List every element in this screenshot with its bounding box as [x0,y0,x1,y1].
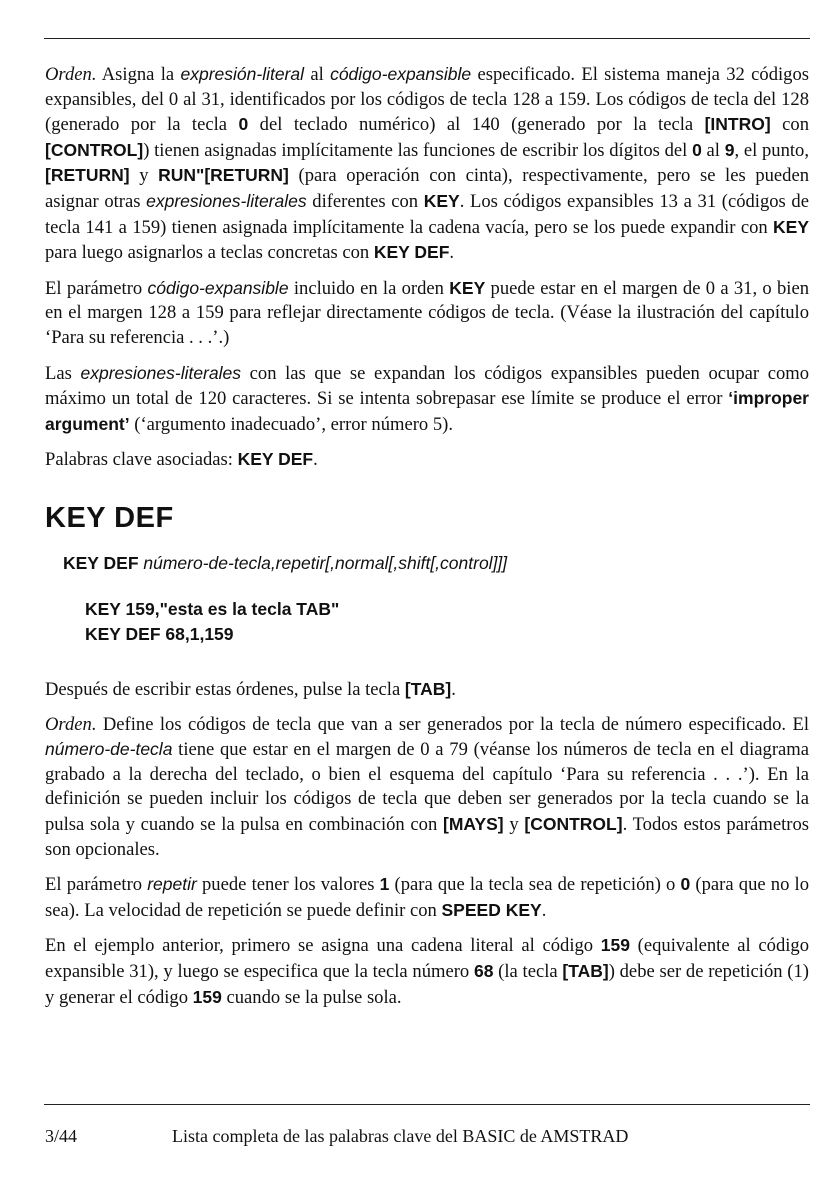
text-run: cuando se la pulse sola. [221,986,402,1008]
text-run: En el ejemplo anterior, primero se asigna una cadena literal al código [45,935,601,957]
param-expresiones-literales: expresiones-literales [80,362,241,383]
paragraph-key-def-orden [45,713,809,863]
text-run: y [503,814,525,836]
text-run: Define los códigos de tecla que van a ser generados por la tecla de número especificado. El [96,713,809,735]
paragraph-ejemplo-anterior [45,933,809,1010]
paragraph-palabras-clave [45,447,809,473]
text-run: (para que la tecla sea de repetición) o [389,874,681,896]
footer-title: Lista completa de las palabras clave del BASIC de AMSTRAD [172,1126,629,1146]
code-line: KEY 159,"esta es la tecla TAB" [85,599,340,620]
text-run: Después de escribir estas órdenes, pulse la tecla [45,679,405,701]
text-run: Palabras clave asociadas: [45,449,238,471]
text-run: . [451,679,456,701]
text-run: puede tener los valores [196,874,380,896]
paragraph-repetir [45,872,809,923]
text-run: puede estar en el margen de 0 a 31, o bien en el margen 128 a 159 para reflejar directamente códigos de tecla. (Véase la ilustración del capítulo ‘Para su referencia . . .’.) [45,277,810,348]
text-run: Las [45,362,81,384]
text-run: con las que se expandan los códigos expansibles pueden ocupar como máximo un total de 120 caracteres. Si se intenta sobrepasar ese límite se produce el error [45,362,810,410]
text-run: incluido en la orden [288,277,450,299]
text-run: al [701,139,725,161]
orden-label: Orden. [45,64,97,85]
text-run: El parámetro [45,874,148,896]
value-1: 1 [379,874,390,895]
key-control: [CONTROL] [524,814,623,835]
param-codigo-expansible: código-expansible [147,277,289,298]
keyword-speed-key: SPEED KEY [441,899,542,920]
syntax-line [63,551,809,576]
section-heading-key-def: KEY DEF [45,501,174,534]
keyword-key: KEY [773,216,809,237]
text-run: para luego asignarlos a teclas concretas con [45,242,374,264]
keyword-key: KEY [423,190,460,211]
paragraph-param-codigo [45,276,809,351]
text-run: (‘argumento inadecuado’, error número 5). [129,413,453,435]
bottom-rule [44,1104,810,1105]
keyword-key: KEY [449,277,486,298]
value-159: 159 [192,986,222,1007]
text-run: tiene que estar en el margen de 0 a 79 (véanse los números de tecla en el diagrama grabado a la derecha del teclado, o bien el esquema del capítulo ‘Para su referencia . . .’). En la definición se pueden incluir los códigos de tecla que deben ser generados por la tecla cuando se la pulsa sola y cuando se la pulsa en combinación con [45,739,809,836]
param-codigo-expansible: código-expansible [330,64,472,84]
code-example [85,597,809,647]
text-run: El parámetro [45,277,148,299]
key-0: 0 [238,114,249,135]
key-intro: [INTRO] [704,114,771,135]
text-run: especificado. El sistema maneja 32 códigos expansibles, del 0 al 31, identificados por los códigos de tecla 128 a 159. Los códigos de tecla del 128 (generado por la tecla [45,64,809,136]
key-return: [RETURN] [45,165,130,186]
text-run: . Los códigos expansibles 13 a 31 (códigos de tecla 141 a 159) tienen asignada implícitamente la cadena vacía, pero se los puede expandir con [45,190,809,238]
text-run: . [313,449,318,471]
paragraph-key-orden [45,62,809,266]
text-run: del teclado numérico) al 140 (generado por la tecla [248,114,705,136]
paragraph-expresiones [45,361,809,438]
top-rule [44,38,810,39]
key-0: 0 [692,139,702,160]
text-run: al [304,64,331,85]
key-run-return: RUN"[RETURN] [158,165,289,186]
text-run: . Todos estos parámetros son opcionales. [45,814,810,860]
syntax-keyword: KEY DEF [63,552,139,573]
text-run: Asigna la [96,64,181,85]
param-numero-de-tecla: número-de-tecla [45,739,173,760]
paragraph-despues [45,677,809,703]
code-line: KEY DEF 68,1,159 [85,624,234,645]
orden-label: Orden. [45,713,97,735]
param-expresion-literal: expresión-literal [180,64,305,84]
text-run: diferentes con [306,190,424,212]
text-run: . [541,899,547,921]
text-run: con [770,114,810,136]
text-run: ) debe ser de repetición (1) y generar el código [45,961,809,1008]
text-run: (equivalente al código expansible 31), y luego se especifica que la tecla número [45,935,809,983]
param-expresiones-literales: expresiones-literales [146,190,307,211]
key-mays: [MAYS] [443,814,504,835]
text-run: (la tecla [493,961,563,983]
keyword-key-def: KEY DEF [237,449,314,470]
key-9: 9 [724,139,735,160]
value-0: 0 [680,874,691,895]
value-159: 159 [600,935,630,956]
key-control: [CONTROL] [45,139,144,160]
text-run: y [129,165,159,187]
param-repetir: repetir [147,874,197,895]
page-body [45,62,809,1020]
error-improper-argument: ‘improper argument’ [45,388,809,434]
text-run: . [449,242,455,264]
syntax-params: número-de-tecla,repetir[,normal[,shift[,control]]] [138,552,508,573]
page-number: 3/44 [45,1126,78,1146]
text-run: (para que no lo sea). La velocidad de repetición se puede definir con [45,874,810,921]
key-tab: [TAB] [562,961,609,982]
text-run: ) tienen asignadas implícitamente las funciones de escribir los dígitos del [143,139,693,161]
text-run: , el punto, [734,139,809,161]
text-run: (para operación con cinta), respectivamente, pero se les pueden asignar otras [45,165,810,212]
keyword-key-def: KEY DEF [373,242,450,263]
key-tab: [TAB] [404,679,452,700]
value-68: 68 [473,961,494,982]
